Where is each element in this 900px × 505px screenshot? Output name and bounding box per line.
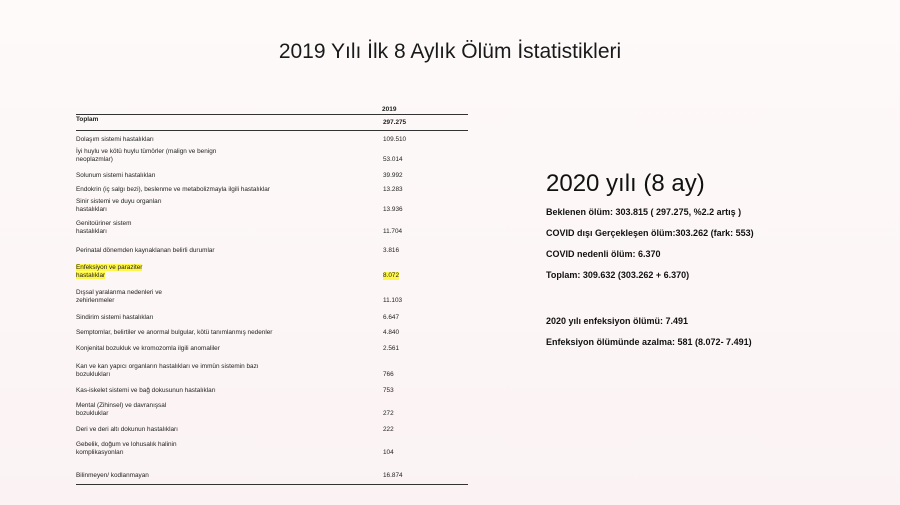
row-label: Semptomlar, belirtiler ve anormal bulgular, kötü tanımlanmış nedenler: [76, 329, 273, 336]
summary-line: Beklenen ölüm: 303.815 ( 297.275, %2.2 artış ): [546, 207, 742, 217]
summary-line: COVID nedenli ölüm: 6.370: [546, 249, 661, 259]
slide-title: 2019 Yılı İlk 8 Aylık Ölüm İstatistikleri: [278, 40, 622, 63]
row-value: 109.510: [383, 136, 407, 143]
row-value: 2.561: [383, 345, 399, 352]
infection-line: Enfeksiyon ölümünde azalma: 581 (8.072- 7.491): [546, 337, 752, 347]
row-label: Dışsal yaralanma nedenleri ve zehirlenmeler: [76, 289, 162, 304]
row-label: Solunum sistemi hastalıkları: [76, 172, 156, 179]
row-label: Kas-iskelet sistemi ve bağ dokusunun hastalıkları: [76, 387, 216, 394]
row-label: Enfeksiyon ve paraziter hastalıklar: [76, 264, 143, 279]
row-value: 753: [383, 387, 394, 394]
table-top-rule: [76, 114, 468, 115]
row-value: 222: [383, 426, 394, 433]
infection-line: 2020 yılı enfeksiyon ölümü: 7.491: [546, 316, 689, 326]
row-value: 11.704: [383, 228, 403, 235]
row-label: Konjenital bozukluk ve kromozomla ilgili anomaliler: [76, 345, 220, 352]
row-value: 6.647: [383, 314, 399, 321]
table-bottom-rule: [76, 484, 468, 485]
year-header: 2019: [382, 106, 397, 113]
row-value: 39.992: [383, 172, 403, 179]
summary-line: COVID dışı Gerçekleşen ölüm:303.262 (fark: 553): [546, 228, 754, 238]
row-label: Sinir sistemi ve duyu organları hastalıkları: [76, 198, 162, 213]
row-value: 13.936: [383, 206, 403, 213]
row-value: 4.840: [383, 329, 399, 336]
row-value: 3.816: [383, 247, 399, 254]
summary-title: 2020 yılı (8 ay): [546, 170, 705, 197]
row-label: Endokrin (iç salgı bezi), beslenme ve metabolizmayla ilgili hastalıklar: [76, 186, 270, 193]
row-value: 53.014: [383, 156, 403, 163]
row-label: Kan ve kan yapıcı organların hastalıkları ve immün sistemin bazı bozuklukları: [76, 363, 259, 378]
row-value: 11.103: [383, 297, 403, 304]
row-label: Gebelik, doğum ve lohusalık halinin komplikasyonları: [76, 441, 177, 456]
row-label: Sindirim sistemi hastalıkları: [76, 314, 154, 321]
infection-lines: [546, 316, 752, 358]
row-value: 13.283: [383, 186, 403, 193]
row-label: İyi huylu ve kötü huylu tümörler (malign ve benign neoplazmlar): [76, 148, 217, 163]
row-value: 272: [383, 410, 394, 417]
summary-line: Toplam: 309.632 (303.262 + 6.370): [546, 270, 690, 280]
row-label: Bilinmeyen/ kodlanmayan: [76, 472, 149, 479]
row-label: Dolaşım sistemi hastalıkları: [76, 136, 154, 143]
row-label: Mental (Zihinsel) ve davranışsal bozukluklar: [76, 402, 167, 417]
summary-lines: [546, 207, 754, 291]
total-value: 297.275: [383, 119, 407, 126]
total-label: Toplam: [76, 116, 99, 123]
row-value: 104: [383, 449, 394, 456]
row-label: Genitoüriner sistem hastalıkları: [76, 220, 132, 235]
row-value: 766: [383, 371, 394, 378]
table-header-rule: [76, 130, 468, 131]
row-label: Perinatal dönemden kaynaklanan belirli durumlar: [76, 247, 215, 254]
row-label: Deri ve deri altı dokunun hastalıkları: [76, 426, 178, 433]
row-value: 8.072: [383, 272, 399, 279]
row-value: 16.874: [383, 472, 403, 479]
